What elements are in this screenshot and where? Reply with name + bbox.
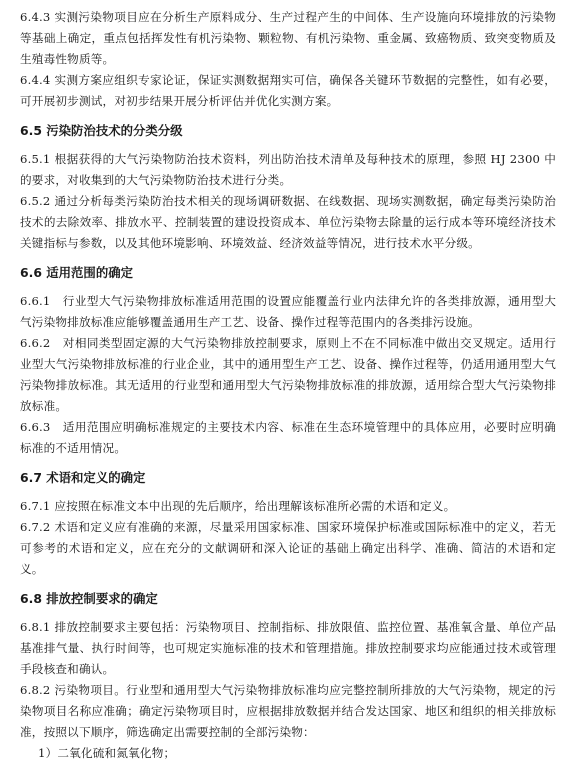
paragraph-6-6-3: 6.6.3 适用范围应明确标准规定的主要技术内容、标准在生态环境管理中的具体应用，必要时应明确标准的不适用情况。 — [20, 420, 556, 455]
paragraph-6-8-1: 6.8.1 排放控制要求主要包括：污染物项目、控制指标、排放限值、监控位置、基准氧含量、单位产品基准排气量、执行时间等，也可规定实施标准的技术和管理措施。排放控制要求均应能通过技术或管理手段核查和确认。 — [20, 620, 556, 676]
list-item: 1）二氧化硫和氮氧化物； — [38, 746, 176, 760]
section-heading-6-7: 6.7 术语和定义的确定 — [20, 470, 146, 485]
section-heading-6-8: 6.8 排放控制要求的确定 — [20, 591, 158, 606]
paragraph-6-5-2: 6.5.2 通过分析每类污染防治技术相关的现场调研数据、在线数据、现场实测数据，确定每类污染防治技术的去除效率、排放水平、控制装置的建设投资成本、单位污染物去除量的运行成本等环境经济技术关键指标与参数，以及其他环境影响、环境效益、经济效益等情况，进行技术水平分级。 — [20, 194, 556, 250]
paragraph-6-7-1: 6.7.1 应按照在标准文本中出现的先后顺序，给出理解该标准所必需的术语和定义。 — [20, 499, 456, 513]
paragraph-6-6-2: 6.6.2 对相同类型固定源的大气污染物排放控制要求，原则上不在不同标准中做出交叉规定。适用行业型大气污染物排放标准的行业企业，其中的通用型生产工艺、设备、操作过程等，仍适用通用型大气污染物排放标准。其无适用的行业型和通用型大气污染物排放标准的排放源，适用综合型大气污染物排放标准。 — [20, 336, 556, 413]
paragraph-6-6-1: 6.6.1 行业型大气污染物排放标准适用范围的设置应能覆盖行业内法律允许的各类排放源，通用型大气污染物排放标准应能够覆盖通用生产工艺、设备、操作过程等范围内的各类排污设施。 — [20, 294, 556, 329]
paragraph-6-7-2: 6.7.2 术语和定义应有准确的来源，尽量采用国家标准、国家环境保护标准或国际标准中的定义，若无可参考的术语和定义，应在充分的文献调研和深入论证的基础上确定出科学、准确、简洁的术语和定义。 — [20, 520, 556, 576]
section-heading-6-5: 6.5 污染防治技术的分类分级 — [20, 123, 183, 138]
paragraph-6-5-1: 6.5.1 根据获得的大气污染物防治技术资料，列出防治技术清单及每种技术的原理，参照 HJ 2300 中的要求，对收集到的大气污染物防治技术进行分类。 — [20, 152, 556, 187]
paragraph-6-8-2: 6.8.2 污染物项目。行业型和通用型大气污染物排放标准均应完整控制所排放的大气污染物，规定的污染物项目名称应准确；确定污染物项目时，应根据排放数据并结合发达国家、地区和组织的相关排放标准，按照以下顺序，筛选确定出需要控制的全部污染物： — [20, 683, 556, 739]
paragraph-6-4-4: 6.4.4 实测方案应组织专家论证，保证实测数据翔实可信，确保各关键环节数据的完整性，如有必要，可开展初步测试，对初步结果开展分析评估并优化实测方案。 — [20, 73, 556, 108]
section-heading-6-6: 6.6 适用范围的确定 — [20, 265, 133, 280]
paragraph-6-4-3: 6.4.3 实测污染物项目应在分析生产原料成分、生产过程产生的中间体、生产设施向环境排放的污染物等基础上确定，重点包括挥发性有机污染物、颗粒物、有机污染物、重金属、致癌物质、致突变物质及生殖毒性物质等。 — [20, 10, 556, 66]
